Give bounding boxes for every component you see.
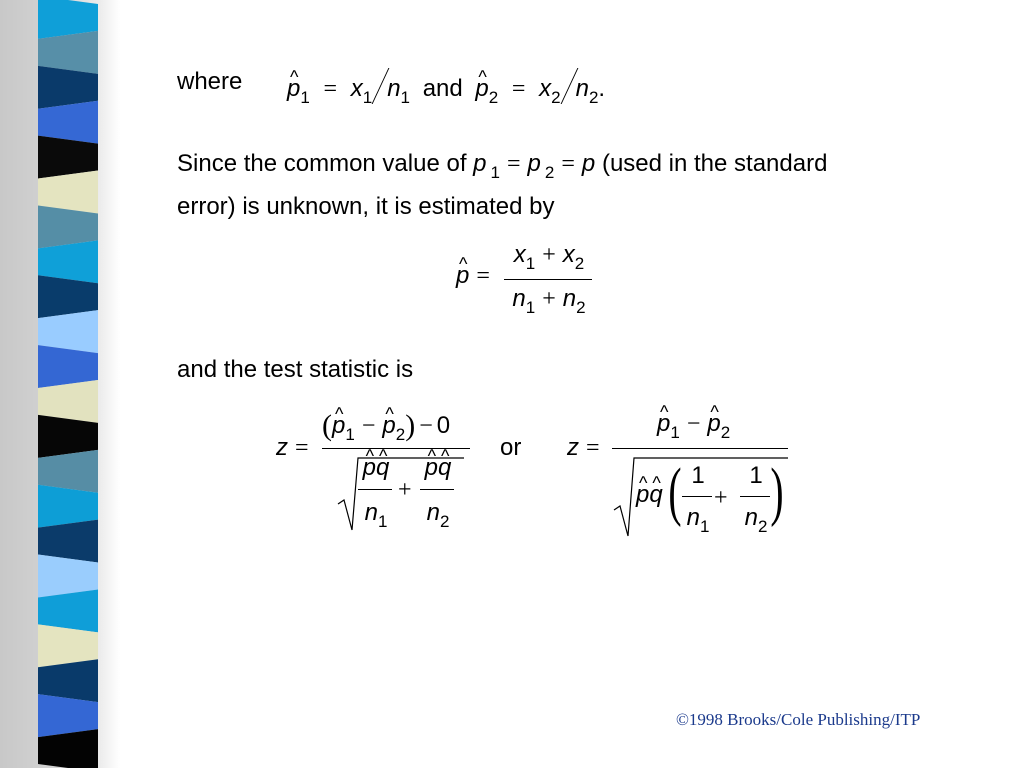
z-right-fraction-bar	[612, 448, 788, 449]
or-word: or	[500, 434, 522, 461]
pq-hat: ^ p^ q	[636, 481, 663, 509]
z-right-numerator: ^ $p_1$ −^ $p_2$	[657, 410, 730, 440]
p2-hat: ^ p	[475, 75, 488, 103]
frac-bar	[358, 489, 392, 490]
one-over-n1: 1	[691, 462, 705, 489]
plus-sign: +	[398, 477, 412, 503]
p-hat-definition: ^ $p_1 = x_1$ $n_1$ and ^ $p_2 = x_2$ $n_2$.	[287, 68, 605, 105]
test-statistic-line: and the test statistic is	[177, 356, 414, 383]
and-word: and	[422, 75, 463, 102]
frac-bar	[682, 496, 712, 497]
right-paren: )	[770, 455, 784, 528]
frac-bar	[740, 496, 770, 497]
pooled-p-hat: ^ p =	[456, 262, 497, 290]
z-formula-left: z =	[276, 434, 309, 461]
z-left-numerator: (^ $p_1$ −^ $p_2) - 0$	[322, 410, 450, 442]
common-value-sentence: Since the common value of p $_1$ = p $_2$ = p (used in the standard	[177, 150, 828, 182]
left-paren: (	[668, 455, 682, 528]
frac-bar	[420, 489, 454, 490]
p1-hat: ^ p	[287, 75, 300, 103]
pq-over-n2: ^ p^ q	[420, 454, 456, 482]
pooled-fraction-bar	[504, 279, 592, 280]
z-formula-right: z =	[567, 434, 600, 461]
pq-over-n1: ^ p^ q	[358, 454, 394, 482]
copyright-notice: ©1998 Brooks/Cole Publishing/ITP	[676, 710, 921, 729]
estimated-by-line: error) is unknown, it is estimated by	[177, 193, 555, 220]
where-word: where	[177, 68, 243, 95]
where-line	[177, 68, 242, 96]
decorative-left-strip	[0, 0, 120, 768]
plus-sign: +	[714, 485, 728, 511]
one-over-n2: 1	[749, 462, 763, 489]
pooled-denominator: $n_1 + n_2$	[512, 285, 586, 317]
pooled-numerator: $x_1 + x_2$	[513, 241, 585, 273]
